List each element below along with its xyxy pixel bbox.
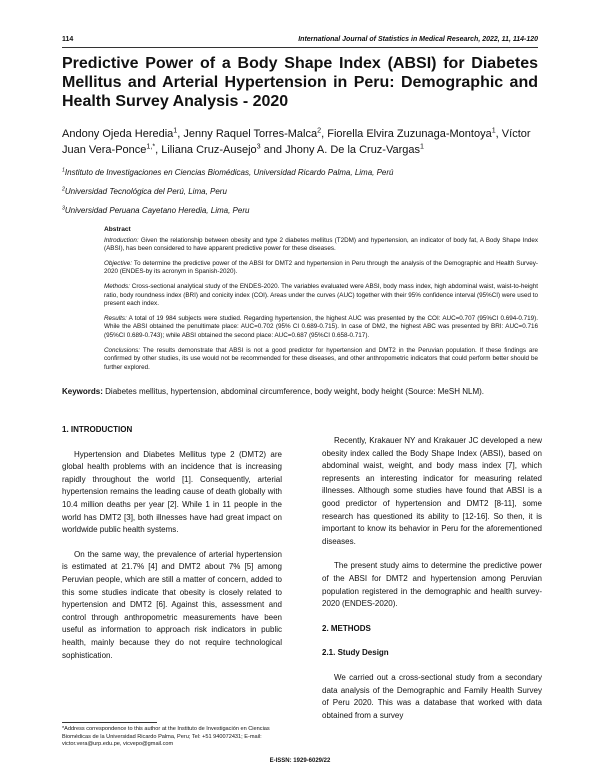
author: Fiorella Elvira Zuzunaga-Montoya$^1$, xyxy=(327,126,502,140)
abstract-introduction: Introduction: Given the relationship between obesity and type 2 diabetes mellitus (T2DM) and hypertension, an indicator of body fat, A Body Shape Index (ABSI), has been considered to have apparent predictive power for these diseases. xyxy=(104,236,539,253)
header-rule xyxy=(62,47,538,48)
abstract xyxy=(104,226,538,378)
paragraph: The present study aims to determine the predictive power of the ABSI for DMT2 and hypertension among Peruvian population registered in the demographic and health survey-2020 (ENDES-2020). xyxy=(322,561,542,609)
affiliation: $^2$Universidad Tecnológica del Perú, Lima, Peru xyxy=(62,186,227,196)
section-heading-introduction: 1. INTRODUCTION xyxy=(62,425,133,434)
paper-title: Predictive Power of a Body Shape Index (ABSI) for Diabetes Mellitus and Arterial Hypertension in Peru: Demographic and Health Survey Analysis - 2020 xyxy=(62,55,538,110)
author: Andony Ojeda Heredia$^1$, xyxy=(62,126,184,140)
footnote-rule xyxy=(62,722,157,723)
author: Liliana Cruz-Ausejo$^3$ and xyxy=(161,142,286,156)
keywords: Keywords: Diabetes mellitus, hypertension, abdominal circumference, body weight, body height (Source: MeSH NLM). xyxy=(62,387,484,396)
abstract-heading: Abstract xyxy=(104,226,131,233)
right-column xyxy=(322,435,542,734)
author: Víctor Juan Vera-Ponce$^{1,*}$, xyxy=(62,128,531,156)
affiliation: $^3$Universidad Peruana Cayetano Heredia, Lima, Peru xyxy=(62,205,250,215)
abstract-conclusions: Conclusions: The results demonstrate that ABSI is not a good predictor for hypertension and DMT2 in the Peruvian population. If these findings are confirmed by other studies, its use would not be recommended for these diseases, and other anthropometric indicators that could perform better should be further explored. xyxy=(104,346,539,371)
author: Jhony A. De la Cruz-Vargas$^1$ xyxy=(285,142,424,156)
page-number: 114 xyxy=(62,36,74,43)
journal-citation: International Journal of Statistics in Medical Research, 2022, 11, 114-120 xyxy=(298,36,538,43)
subsection-heading-study-design: 2.1. Study Design xyxy=(322,648,389,658)
left-column xyxy=(62,424,282,674)
abstract-objective: Objective: To determine the predictive power of the ABSI for DMT2 and hypertension in Peru through the analysis of the Demographic and Health Survey-2020 (ENDES-by its acronym in Spanish-2020). xyxy=(104,259,538,276)
author: Jenny Raquel Torres-Malca$^2$, xyxy=(183,126,328,140)
section-heading-methods: 2. METHODS xyxy=(322,623,371,633)
affiliation: $^1$Instituto de Investigaciones en Ciencias Biomédicas, Universidad Ricardo Palma, Lima, Perú xyxy=(62,167,394,177)
abstract-methods: Methods: Cross-sectional analytical study of the ENDES-2020. The variables evaluated were ABSI, body mass index, high abdominal waist, waist-to-height ratio, body roundness index (BRI) and conicity index (COI). Areas under the curves (AUC) together with their 95% confidence interval (95%CI) were used to present each index. xyxy=(104,282,538,308)
issn: E-ISSN: 1929-6029/22 xyxy=(269,758,331,764)
paragraph: Recently, Krakauer NY and Krakauer JC developed a new obesity index called the Body Shape Index (ABSI), based on abdominal waist, weight, and body mass index [7], which represents an interesting indicator for measuring related illnesses. Although some studies have found that ABSI is a good predictor of hypertension and DMT2 [8-11], some research has questioned its ability to [12-16]. So then, it is important to know its behavior in Peru for the aforementioned diseases. xyxy=(322,436,542,546)
paragraph: Hypertension and Diabetes Mellitus type 2 (DMT2) are global health problems with an incidence that is increasing rapidly throughout the world [1]. Consequently, arterial hypertension remains the leading cause of death globally with 10.4 million deaths per year [2]. While 1 in 11 people in the world has DMT2 [3], both illnesses have had great impact on worldwide public health systems. xyxy=(62,449,282,535)
correspondence-footnote: *Address correspondence to this author at the Instituto de Investigación en Ciencias Biomédicas de la Universidad Ricardo Palma, Peru; Tel: +51 940072431; E-mail: victor.vera@urp.edu.pe, vicvepo@gmail.com xyxy=(62,726,270,747)
affiliations xyxy=(62,168,538,225)
author-list xyxy=(62,126,538,158)
paragraph: On the same way, the prevalence of arterial hypertension is estimated at 21.7% [4] and DMT2 about 7% [5] among Peruvian people, which are still a matter of concern, added to this some studies indicate that obesity is closely related to hypertension and DMT2 [6]. Against this, assessment and control through anthropometric measurements have been useful as information to approach risk indicators in public health, mainly because they do not require technological sophistication. xyxy=(62,549,282,660)
paragraph: We carried out a cross-sectional study from a secondary data analysis of the Demographic and Family Health Survey of Peru 2020. This was a database that worked with data obtained from a survey xyxy=(322,672,542,720)
abstract-results: Results: A total of 19 984 subjects were studied. Regarding hypertension, the highest AUC was presented by the COI: AUC=0.707 (95%CI 0.694-0.719). While the ABSI obtained the penultimate place: AUC=0.702 (95% CI 0.689-0.715). In case of DM2, the highest ABC was presented by BRI: AUC=0.716 (95%CI 0.689-0.743); while ABSI obtained the second place: AUC=0.687 (95%CI 0.658-0.717). xyxy=(104,314,538,339)
